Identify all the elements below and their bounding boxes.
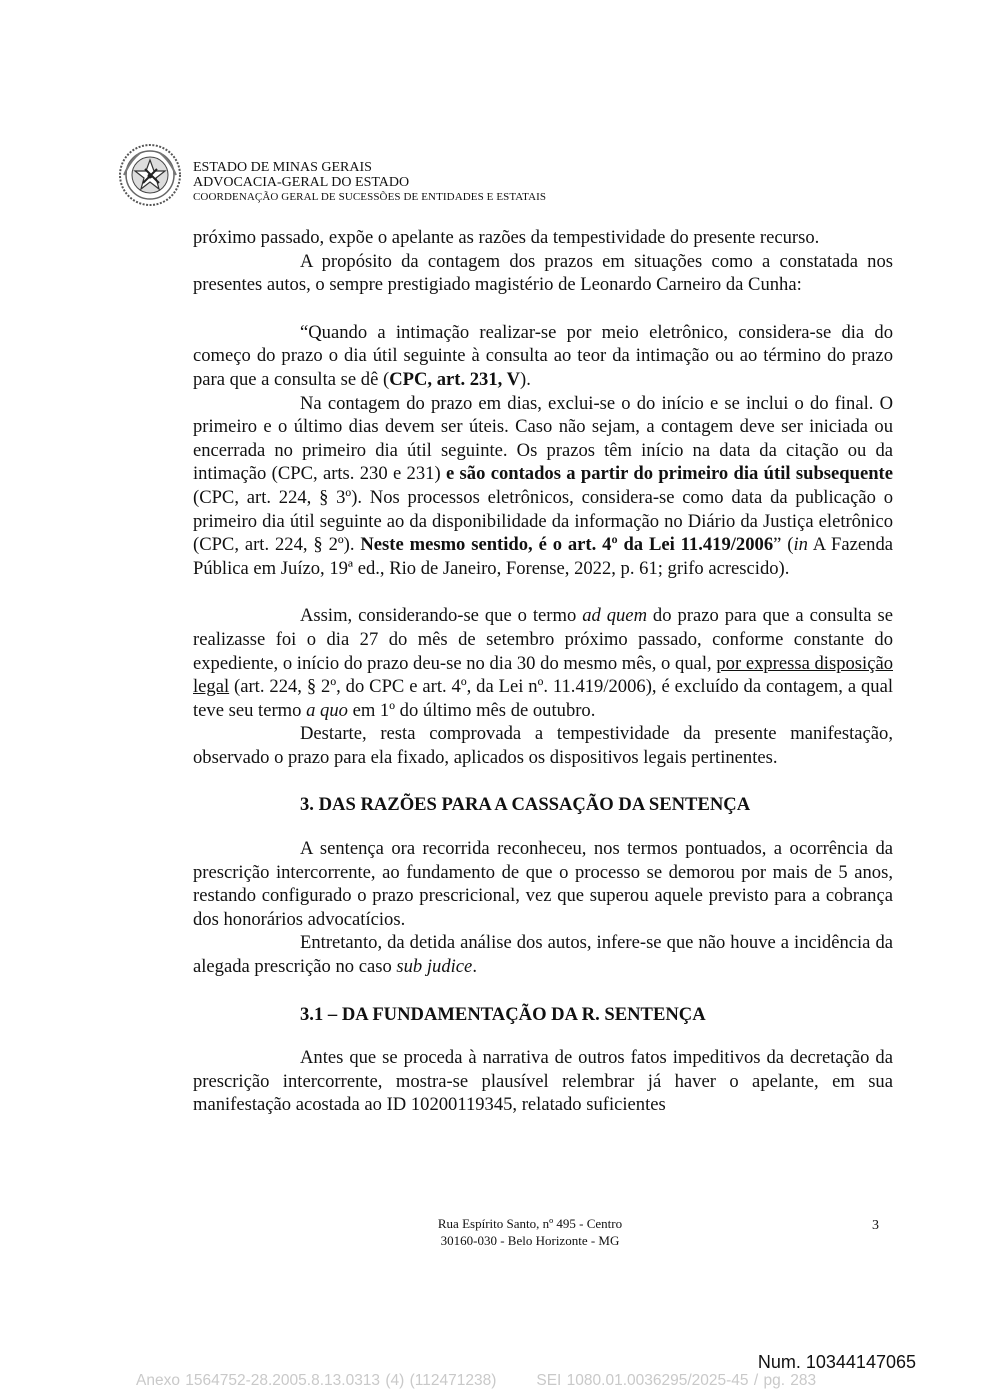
paragraph: próximo passado, expõe o apelante as razões da tempestividade do presente recurso.	[193, 227, 820, 248]
text: do prazo para que a consulta se realizasse foi o dia 27 do mês de setembro próximo passado, conforme constante do expediente, o início do prazo deu-se no dia 30 do mesmo mês, o qual,	[193, 605, 893, 674]
quote-text: ).	[520, 368, 531, 390]
quote-text: Na contagem do prazo em dias, exclui-se o do início e se inclui o do final. O primeiro e o último dias devem ser úteis. Caso não sejam, a contagem deve ser iniciada ou encerrada no primeiro dia útil seguinte. Os prazos têm início na data da citação ou da intimação (CPC, arts. 230 e 231)	[193, 392, 893, 485]
quote-italic: in	[793, 534, 808, 556]
quote-bold: e são contados a partir do primeiro dia útil subsequente	[445, 463, 893, 485]
paragraph: Destarte, resta comprovada a tempestividade da presente manifestação, observado o prazo para ela fixado, aplicados os dispositivos legais pertinentes.	[193, 723, 893, 768]
quote-text: “Quando a intimação realizar-se por meio eletrônico, considera-se dia do começo do prazo o dia útil seguinte à consulta ao teor da intimação ou ao término do prazo para que a consulta se dê (	[193, 321, 893, 390]
annex-reference: Anexo 1564752-28.2005.8.13.0313 (4) (112471238)	[136, 1372, 497, 1389]
footer-address-line: 30160-030 - Belo Horizonte - MG	[440, 1233, 620, 1248]
footer-address-line: Rua Espírito Santo, nº 495 - Centro	[437, 1216, 623, 1231]
header-agency: ADVOCACIA-GERAL DO ESTADO	[193, 175, 410, 190]
sei-reference: SEI 1080.01.0036295/2025-45 / pg. 283	[536, 1372, 817, 1389]
text: .	[472, 956, 477, 978]
quote-bold: CPC, art. 231, V	[389, 368, 521, 390]
page-footer-address	[0, 1215, 989, 1249]
document-header	[193, 160, 546, 205]
italic-text: sub judice	[396, 956, 473, 978]
text: (art. 224, § 2º, do CPC e art. 4º, da Lei nº. 11.419/2006), é excluído da contagem, a qual teve seu termo	[193, 676, 893, 721]
paragraph: Antes que se proceda à narrativa de outros fatos impeditivos da decretação da prescrição intercorrente, mostra-se plausível relembrar já haver o apelante, em sua manifestação acostada ao ID 10200119345, relatado suficientes	[193, 1047, 893, 1116]
quote-paragraph	[193, 392, 893, 581]
paragraph: A propósito da contagem dos prazos em situações como a constatada nos presentes autos, o sempre prestigiado magistério de Leonardo Carneiro da Cunha:	[193, 250, 893, 296]
quote-text: A Fazenda Pública em Juízo, 19ª ed., Rio de Janeiro, Forense, 2022, p. 61; grifo acrescido).	[193, 534, 893, 579]
italic-text: a quo	[306, 699, 348, 721]
section-heading: 3.1 – DA FUNDAMENTAÇÃO DA R. SENTENÇA	[300, 1003, 706, 1025]
header-state: ESTADO DE MINAS GERAIS	[193, 160, 372, 175]
text: Assim, considerando-se que o termo	[300, 605, 583, 627]
italic-text: ad quem	[582, 605, 647, 627]
header-department: COORDENAÇÃO GERAL DE SUCESSÕES DE ENTIDADES E ESTATAIS	[193, 191, 547, 203]
text: Entretanto, da detida análise dos autos, infere-se que não houve a incidência da alegada prescrição no caso	[193, 932, 893, 978]
quote-text: (CPC, art. 224, § 3º). Nos processos eletrônicos, considera-se como data da publicação o primeiro dia útil seguinte ao da disponibilidade da informação no Diário da Justiça eletrônico (CPC, art. 224, § 2º).	[193, 486, 893, 556]
document-body	[193, 226, 893, 1117]
document-number-stamp: Num. 10344147065	[757, 1352, 916, 1372]
text: em 1º do último mês de outubro.	[347, 699, 596, 721]
paragraph: A sentença ora recorrida reconheceu, nos termos pontuados, a ocorrência da prescrição intercorrente, ao fundamento de que o processo se demorou por mais de 5 anos, restando configurado o prazo prescricional, vez que superou aquele previsto para a cobrança dos honorários advocatícios.	[193, 838, 893, 930]
paragraph	[193, 604, 893, 722]
annex-stamp	[136, 1372, 816, 1390]
paragraph	[193, 931, 893, 978]
quote-text: ” (	[773, 534, 794, 556]
quote-bold: Neste mesmo sentido, é o art. 4º da Lei 11.419/2006	[360, 534, 774, 556]
section-heading: 3. DAS RAZÕES PARA A CASSAÇÃO DA SENTENÇA	[300, 794, 751, 816]
underlined-text: por expressa disposição legal	[193, 652, 893, 698]
state-seal-logo	[118, 143, 182, 207]
quote-paragraph	[193, 321, 893, 392]
page-number: 3	[872, 1218, 879, 1233]
